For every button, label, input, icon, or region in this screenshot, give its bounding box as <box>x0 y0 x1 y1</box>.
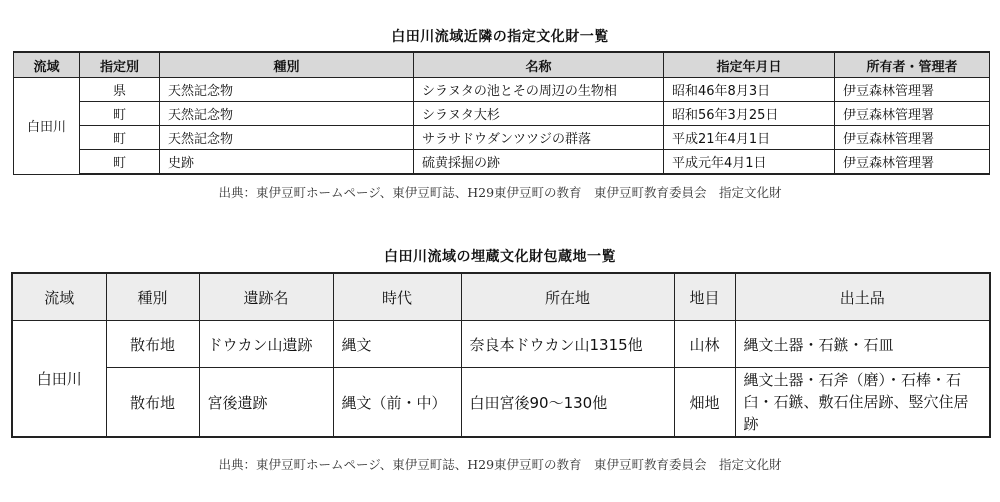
col-header-owner: 所有者・管理者 <box>835 52 990 78</box>
date-cell: 昭和46年8月3日 <box>664 78 835 102</box>
col-header-site-name: 遺跡名 <box>199 273 333 321</box>
name-cell: 硫黄採掘の跡 <box>414 150 664 175</box>
col-header-era: 時代 <box>333 273 461 321</box>
category-cell: 散布地 <box>106 368 199 438</box>
era-cell: 縄文 <box>333 321 461 368</box>
basin-cell: 白田川 <box>12 321 106 438</box>
table-row <box>12 321 990 368</box>
col-header-designation: 指定別 <box>80 52 160 78</box>
table-row <box>14 102 990 126</box>
category-cell: 天然記念物 <box>160 126 414 150</box>
table-row <box>14 126 990 150</box>
land-use-cell: 山林 <box>674 321 735 368</box>
owner-cell: 伊豆森林管理署 <box>835 126 990 150</box>
table-header-row <box>14 52 990 78</box>
location-cell: 白田宮後90～130他 <box>461 368 674 438</box>
era-cell: 縄文（前・中） <box>333 368 461 438</box>
buried-cultural-properties-table <box>11 272 991 438</box>
owner-cell: 伊豆森林管理署 <box>835 78 990 102</box>
designation-cell: 町 <box>80 150 160 175</box>
name-cell: シラヌタの池とその周辺の生物相 <box>414 78 664 102</box>
table1-source-note: 出典：東伊豆町ホームページ、東伊豆町誌、H29東伊豆町の教育 東伊豆町教育委員会 指定文化財 <box>218 185 782 200</box>
date-cell: 昭和56年3月25日 <box>664 102 835 126</box>
col-header-basin: 流域 <box>12 273 106 321</box>
category-cell: 天然記念物 <box>160 102 414 126</box>
col-header-name: 名称 <box>414 52 664 78</box>
table-row <box>12 368 990 438</box>
table-header-row <box>12 273 990 321</box>
table-row <box>14 78 990 102</box>
designated-cultural-properties-table <box>13 51 990 175</box>
col-header-finds: 出土品 <box>735 273 990 321</box>
basin-cell: 白田川 <box>14 78 80 175</box>
date-cell: 平成21年4月1日 <box>664 126 835 150</box>
col-header-category: 種別 <box>160 52 414 78</box>
owner-cell: 伊豆森林管理署 <box>835 102 990 126</box>
table2-title: 白田川流域の埋蔵文化財包蔵地一覧 <box>384 249 616 265</box>
category-cell: 散布地 <box>106 321 199 368</box>
name-cell: サラサドウダンツツジの群落 <box>414 126 664 150</box>
col-header-land-use: 地目 <box>674 273 735 321</box>
category-cell: 天然記念物 <box>160 78 414 102</box>
category-cell: 史跡 <box>160 150 414 175</box>
date-cell: 平成元年4月1日 <box>664 150 835 175</box>
land-use-cell: 畑地 <box>674 368 735 438</box>
table-row <box>14 150 990 175</box>
finds-cell: 縄文土器・石斧（磨）・石棒・石臼・石鏃、敷石住居跡、竪穴住居跡 <box>735 368 990 438</box>
owner-cell: 伊豆森林管理署 <box>835 150 990 175</box>
col-header-location: 所在地 <box>461 273 674 321</box>
col-header-category: 種別 <box>106 273 199 321</box>
site-name-cell: 宮後遺跡 <box>199 368 333 438</box>
name-cell: シラヌタ大杉 <box>414 102 664 126</box>
table2-source-note: 出典：東伊豆町ホームページ、東伊豆町誌、H29東伊豆町の教育 東伊豆町教育委員会 指定文化財 <box>218 457 782 472</box>
designation-cell: 町 <box>80 126 160 150</box>
finds-cell: 縄文土器・石鏃・石皿 <box>735 321 990 368</box>
table1-title: 白田川流域近隣の指定文化財一覧 <box>391 29 609 45</box>
site-name-cell: ドウカン山遺跡 <box>199 321 333 368</box>
designation-cell: 町 <box>80 102 160 126</box>
col-header-date: 指定年月日 <box>664 52 835 78</box>
designation-cell: 県 <box>80 78 160 102</box>
col-header-basin: 流域 <box>14 52 80 78</box>
location-cell: 奈良本ドウカン山1315他 <box>461 321 674 368</box>
